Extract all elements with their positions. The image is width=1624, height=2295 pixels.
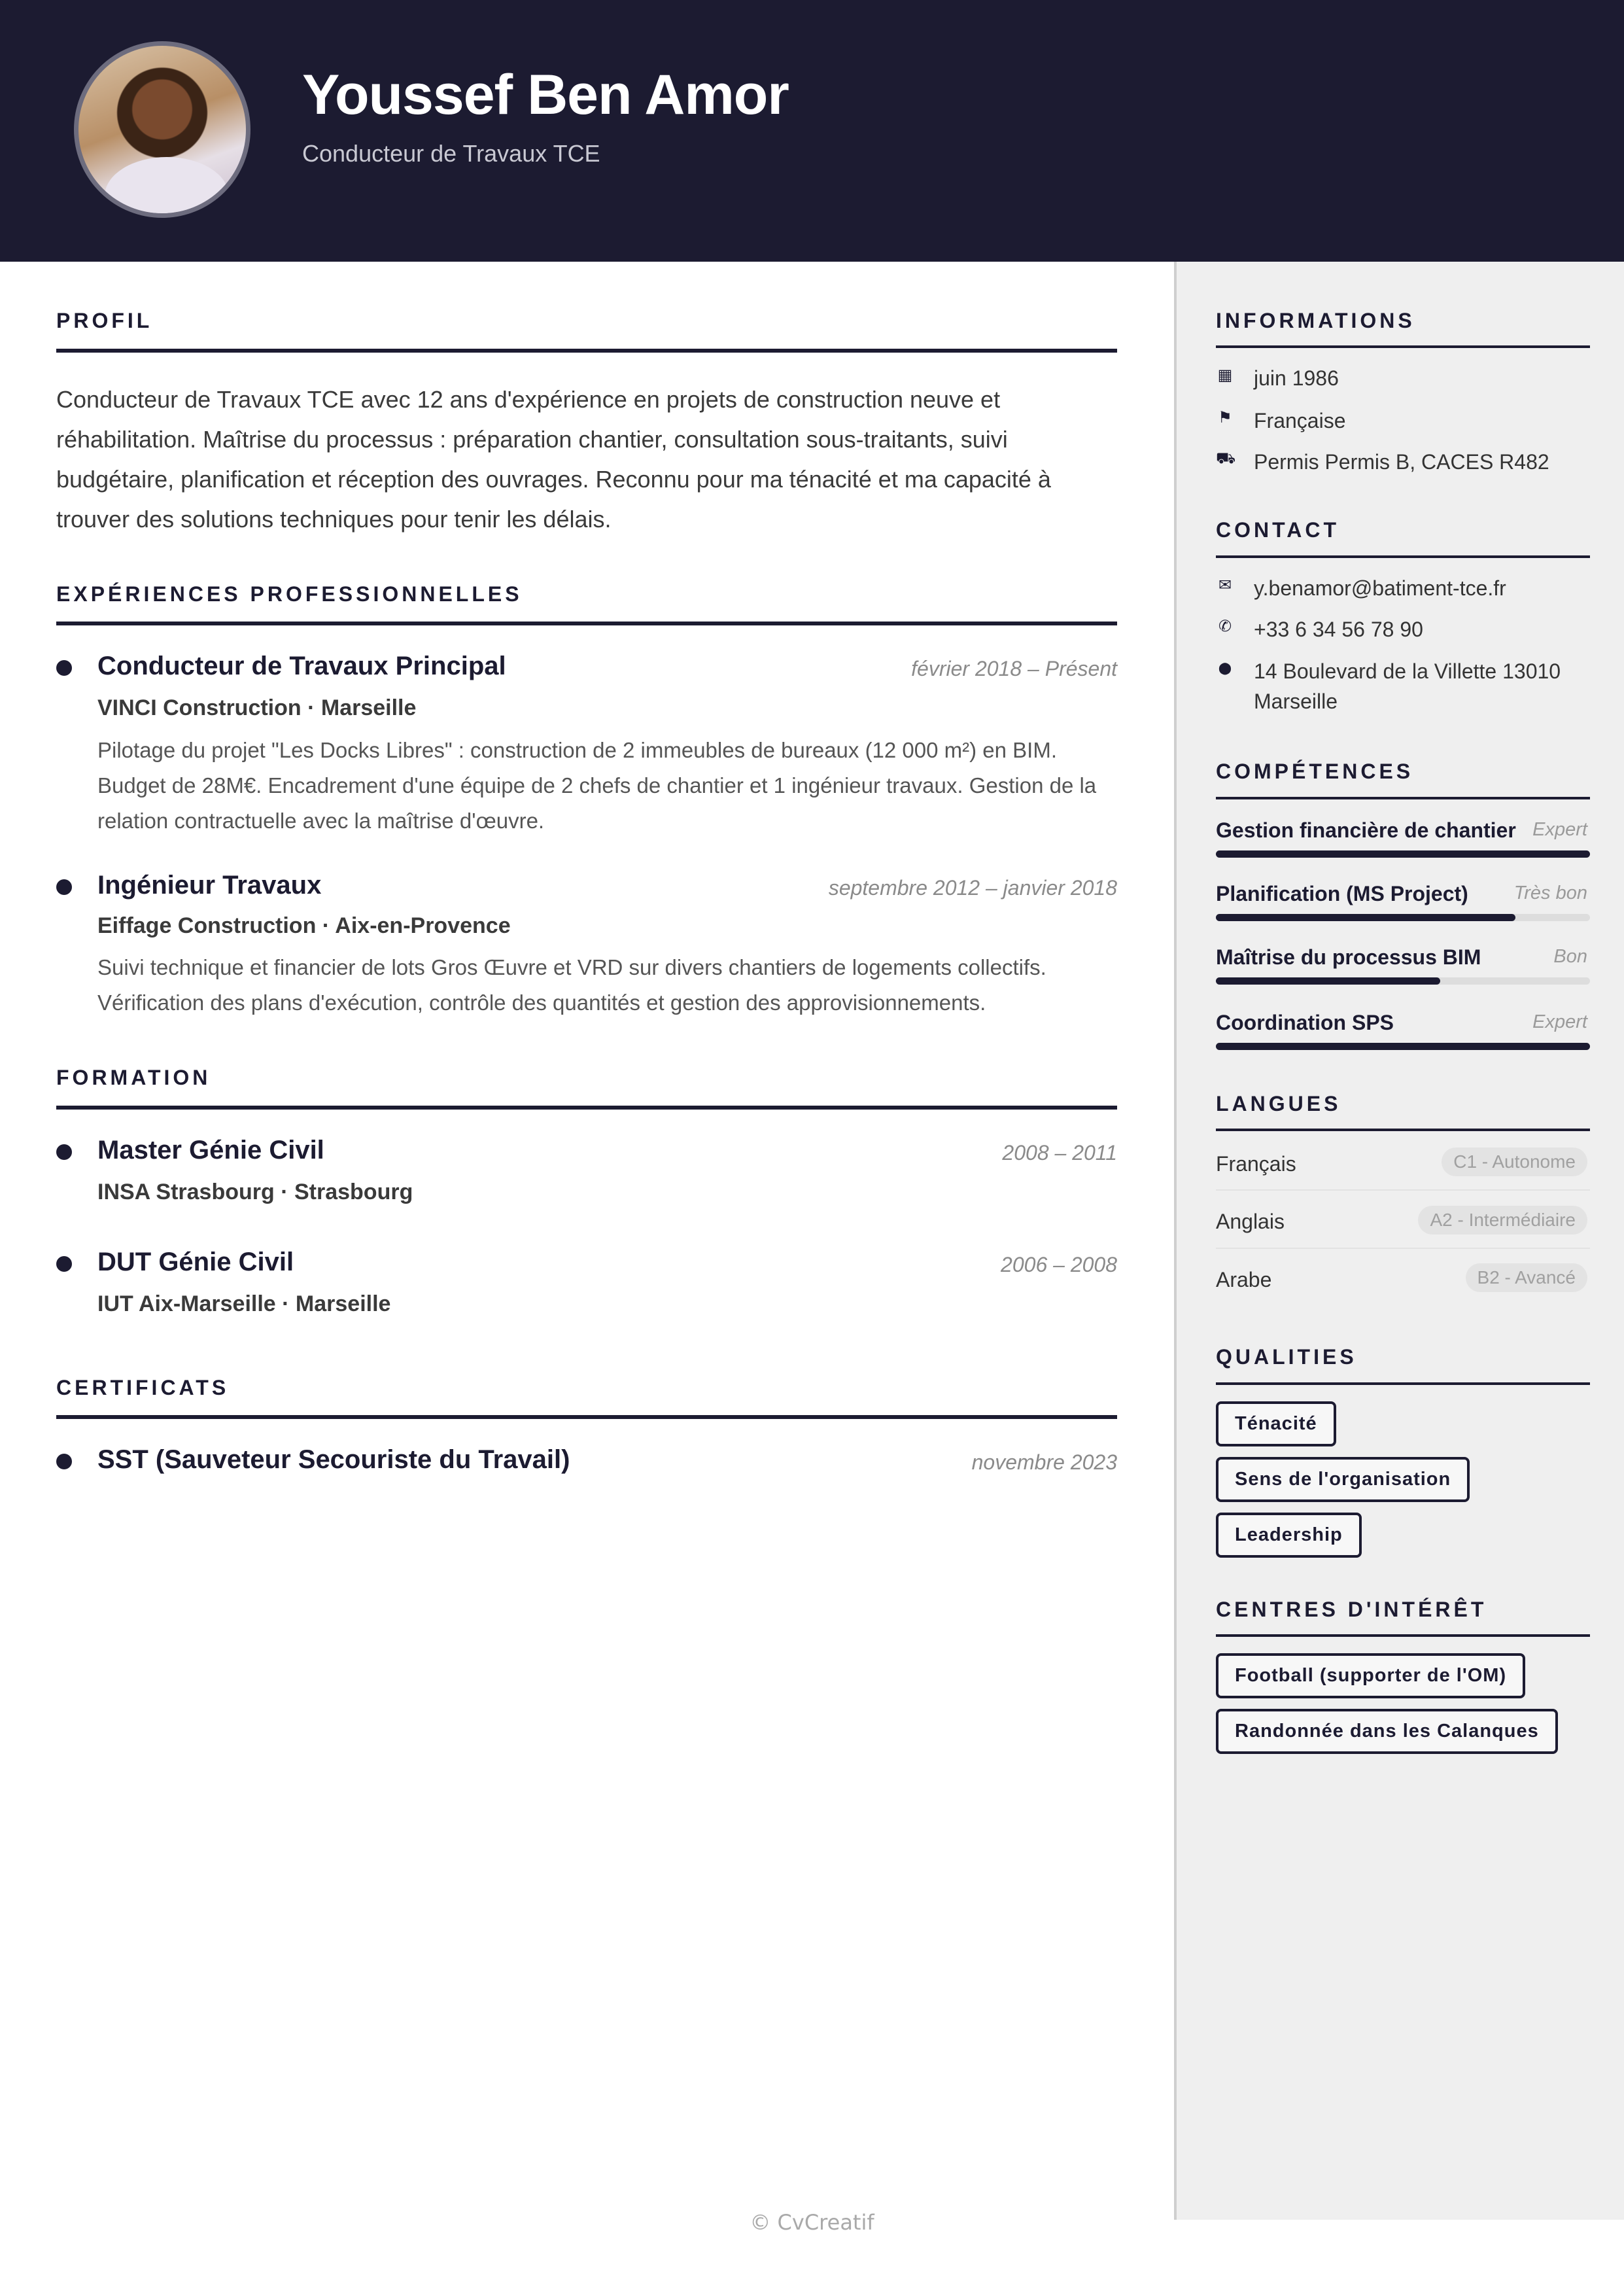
header-banner	[0, 0, 1624, 262]
informations-divider	[1216, 345, 1590, 348]
skill-name: Planification (MS Project)	[1216, 882, 1468, 905]
skill-level: Expert	[1532, 819, 1587, 840]
certificates-divider	[56, 1415, 1117, 1419]
envelope-icon: ✉	[1218, 576, 1232, 594]
skill-bar-fill	[1216, 977, 1440, 985]
language-level-badge: B2 - Avancé	[1466, 1263, 1587, 1292]
phone-icon: ✆	[1218, 618, 1232, 635]
languages-section-title: LANGUES	[1216, 1092, 1341, 1115]
footer-credit: © CvCreatif	[750, 2210, 874, 2235]
candidate-role: Conducteur de Travaux TCE	[302, 140, 600, 167]
language-level-badge: C1 - Autonome	[1442, 1148, 1587, 1176]
contact-address-text: 14 Boulevard de la Villette 13010 Marseille	[1254, 659, 1561, 713]
interests-section-title: CENTRES D'INTÉRÊT	[1216, 1598, 1487, 1621]
job-company: Eiffage Construction · Aix-en-Provence	[97, 913, 511, 938]
quality-tag: Sens de l'organisation	[1216, 1457, 1470, 1502]
timeline-bullet	[56, 1256, 72, 1272]
skill-bar-fill	[1216, 914, 1515, 921]
timeline-bullet	[56, 879, 72, 895]
education-section-title: FORMATION	[56, 1066, 211, 1089]
profile-divider	[56, 349, 1117, 353]
contact-divider	[1216, 555, 1590, 558]
interests-divider	[1216, 1634, 1590, 1637]
contact-section-title: CONTACT	[1216, 518, 1340, 542]
sidebar	[1174, 262, 1624, 2220]
timeline-bullet	[56, 660, 72, 676]
skill-name: Maîtrise du processus BIM	[1216, 945, 1481, 969]
job-title: Ingénieur Travaux	[97, 871, 322, 900]
qualities-section-title: QUALITIES	[1216, 1345, 1357, 1369]
skill-name: Gestion financière de chantier	[1216, 818, 1516, 842]
job-description: Suivi technique et financier de lots Gros Œuvre et VRD sur divers chantiers de logements collectifs. Vérification des plans d'exécution, contrôle des quantités et gestion des approvisionnements.	[97, 955, 1046, 1015]
map-pin-icon: ⬤	[1218, 661, 1232, 674]
profile-section-title: PROFIL	[56, 309, 153, 332]
job-dates: février 2018 – Présent	[911, 657, 1117, 680]
skill-level: Bon	[1553, 946, 1587, 967]
car-icon: ⛟	[1216, 449, 1236, 467]
degree-school: INSA Strasbourg · Strasbourg	[97, 1180, 413, 1204]
info-text: Française	[1254, 409, 1346, 432]
certificate-date: novembre 2023	[971, 1450, 1117, 1474]
profile-text: Conducteur de Travaux TCE avec 12 ans d'expérience en projets de construction neuve et réhabilitation. Maîtrise du processus : préparation chantier, consultation sous-traitants, suivi budgétaire, planification et réception des ouvrages. Reconnu pour ma ténacité et ma capacité à trouver des solutions techniques pour tenir les délais.	[56, 386, 1051, 533]
language-level-badge: A2 - Intermédiaire	[1418, 1206, 1587, 1235]
language-divider	[1216, 1189, 1590, 1191]
languages-divider	[1216, 1129, 1590, 1131]
timeline-bullet	[56, 1454, 72, 1469]
skill-name: Coordination SPS	[1216, 1011, 1394, 1034]
flag-icon: ⚑	[1218, 409, 1232, 427]
qualities-divider	[1216, 1382, 1590, 1385]
info-text: Permis Permis B, CACES R482	[1254, 450, 1549, 474]
degree-dates: 2006 – 2008	[1001, 1253, 1117, 1276]
skill-bar	[1216, 914, 1590, 921]
skill-bar	[1216, 850, 1590, 858]
skill-level: Très bon	[1513, 883, 1587, 903]
job-description: Pilotage du projet "Les Docks Libres" : construction de 2 immeubles de bureaux (12 000 m²) en BIM. Budget de 28M€. Encadrement d'une équipe de 2 chefs de chantier et 1 ingénieur travaux. Gestion de la relation contractuelle avec la maîtrise d'œuvre.	[97, 738, 1097, 833]
education-divider	[56, 1106, 1117, 1110]
language-name: Français	[1216, 1152, 1296, 1176]
language-divider	[1216, 1248, 1590, 1249]
quality-tag: Ténacité	[1216, 1401, 1336, 1446]
interest-tag: Football (supporter de l'OM)	[1216, 1653, 1525, 1698]
skill-bar	[1216, 1043, 1590, 1050]
profile-photo	[74, 41, 251, 218]
skills-divider	[1216, 797, 1590, 799]
language-name: Arabe	[1216, 1268, 1272, 1291]
experience-divider	[56, 622, 1117, 625]
informations-section-title: INFORMATIONS	[1216, 309, 1415, 332]
skill-bar-fill	[1216, 850, 1590, 858]
degree-title: DUT Génie Civil	[97, 1248, 294, 1276]
job-title: Conducteur de Travaux Principal	[97, 652, 506, 680]
degree-dates: 2008 – 2011	[1002, 1141, 1117, 1165]
contact-phone-text[interactable]: +33 6 34 56 78 90	[1254, 618, 1423, 641]
timeline-bullet	[56, 1144, 72, 1160]
skill-bar-fill	[1216, 1043, 1590, 1050]
info-text: juin 1986	[1254, 366, 1339, 390]
candidate-name: Youssef Ben Amor	[302, 63, 789, 126]
certificate-title: SST (Sauveteur Secouriste du Travail)	[97, 1445, 570, 1474]
degree-school: IUT Aix-Marseille · Marseille	[97, 1291, 391, 1316]
quality-tag: Leadership	[1216, 1513, 1362, 1558]
certificates-section-title: CERTIFICATS	[56, 1376, 230, 1399]
skill-bar	[1216, 977, 1590, 985]
experience-section-title: EXPÉRIENCES PROFESSIONNELLES	[56, 582, 523, 606]
degree-title: Master Génie Civil	[97, 1136, 324, 1165]
job-company: VINCI Construction · Marseille	[97, 695, 417, 720]
birthday-cake-icon: ▦	[1217, 366, 1233, 384]
job-dates: septembre 2012 – janvier 2018	[828, 876, 1117, 900]
skill-level: Expert	[1532, 1011, 1587, 1032]
contact-email-text[interactable]: y.benamor@batiment-tce.fr	[1254, 576, 1506, 600]
interest-tag: Randonnée dans les Calanques	[1216, 1709, 1558, 1754]
skills-section-title: COMPÉTENCES	[1216, 760, 1414, 783]
language-name: Anglais	[1216, 1210, 1285, 1233]
